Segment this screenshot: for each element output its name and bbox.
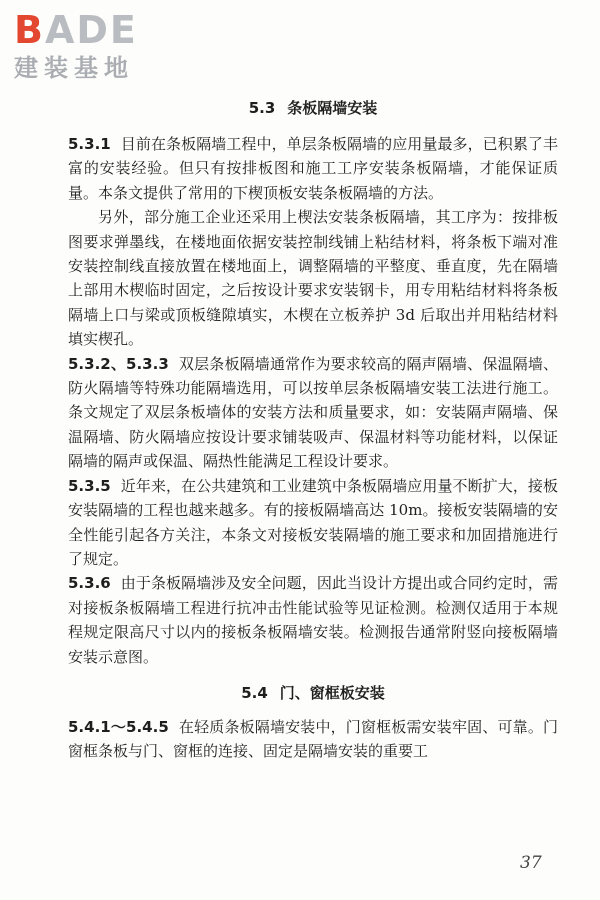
clause-text: 双层条板隔墙通常作为要求较高的隔声隔墙、保温隔墙、防火隔墙等特殊功能隔墙选用，可以按单层条板隔墙安装工法进行施工。条文规定了双层条板墙体的安装方法和质量要求，如：安装隔声隔墙、保温隔墙、防火隔墙应按设计要求铺装吸声、保温材料等功能材料，以保证隔墙的隔声或保温、隔热性能满足工程设计要求。 (68, 354, 558, 471)
logo-letter-accent: B (14, 8, 45, 52)
section-heading: 条板隔墙安装 (287, 99, 378, 117)
continuation-paragraph (68, 205, 558, 351)
clause-text: 由于条板隔墙涉及安全问题，因此当设计方提出或合同约定时，需对接板条板隔墙工程进行抗冲击性能试验等见证检测。检测仅适用于本规程规定限高尺寸以内的接板条板隔墙安装。检测报告通常附竖向接板隔墙安装示意图。 (68, 574, 558, 666)
clause-text: 另外，部分施工企业还采用上楔法安装条板隔墙，其工序为：按排板图要求弹墨线，在楼地面依据安装控制线铺上粘结材料，将条板下端对准安装控制线直接放置在楼地面上，调整隔墙的平整度、垂直度，先在隔墙上部用木楔临时固定，之后按设计要求安装钢卡，用专用粘结材料将条板隔墙上口与梁或顶板缝隙填实，木楔在立板养护 3d 后取出并用粘结材料填实楔孔。 (68, 208, 558, 349)
clause-paragraph (68, 132, 558, 205)
clause-paragraph (68, 474, 558, 572)
clause-text: 目前在条板隔墙工程中，单层条板隔墙的应用量最多，已积累了丰富的安装经验。但只有按排板图和施工工序安装条板隔墙，才能保证质量。本条文提供了常用的下楔顶板安装条板隔墙的方法。 (68, 135, 558, 202)
clause-paragraph (68, 352, 558, 474)
clause-number: 5.4.1～5.4.5 (68, 717, 169, 736)
clause-text: 近年来，在公共建筑和工业建筑中条板隔墙应用量不断扩大，接板安装隔墙的工程也越来越多。有的接板隔墙高达 10m。接板安装隔墙的安全性能引起各方关注，本条文对接板安装隔墙的施工要求和加固措施进行了规定。 (68, 476, 558, 568)
logo-subtitle: 建装基地 (14, 54, 134, 82)
clause-number: 5.3.2、5.3.3 (68, 354, 169, 373)
brand-logo (14, 10, 184, 84)
section-number: 5.3 (248, 99, 276, 117)
clause-number: 5.3.6 (68, 574, 111, 593)
clause-number: 5.3.1 (68, 135, 111, 153)
clause-paragraph (68, 571, 558, 669)
section-heading: 门、窗框板安装 (279, 683, 385, 702)
logo-letter-mid: A (44, 8, 77, 52)
page-number: 37 (520, 853, 542, 873)
document-body (68, 96, 558, 764)
logo-wordmark (14, 10, 184, 50)
clause-text: 在轻质条板隔墙安装中，门窗框板需安装牢固、可靠。门窗框条板与门、窗框的连接、固定是隔墙安装的重要工 (68, 717, 558, 761)
section-number: 5.4 (241, 683, 268, 702)
section-title-5-3 (68, 96, 558, 120)
clause-paragraph (68, 715, 558, 764)
logo-letters-rest: DE (76, 8, 138, 52)
section-title-5-4 (68, 681, 558, 705)
clause-number: 5.3.5 (68, 476, 111, 495)
